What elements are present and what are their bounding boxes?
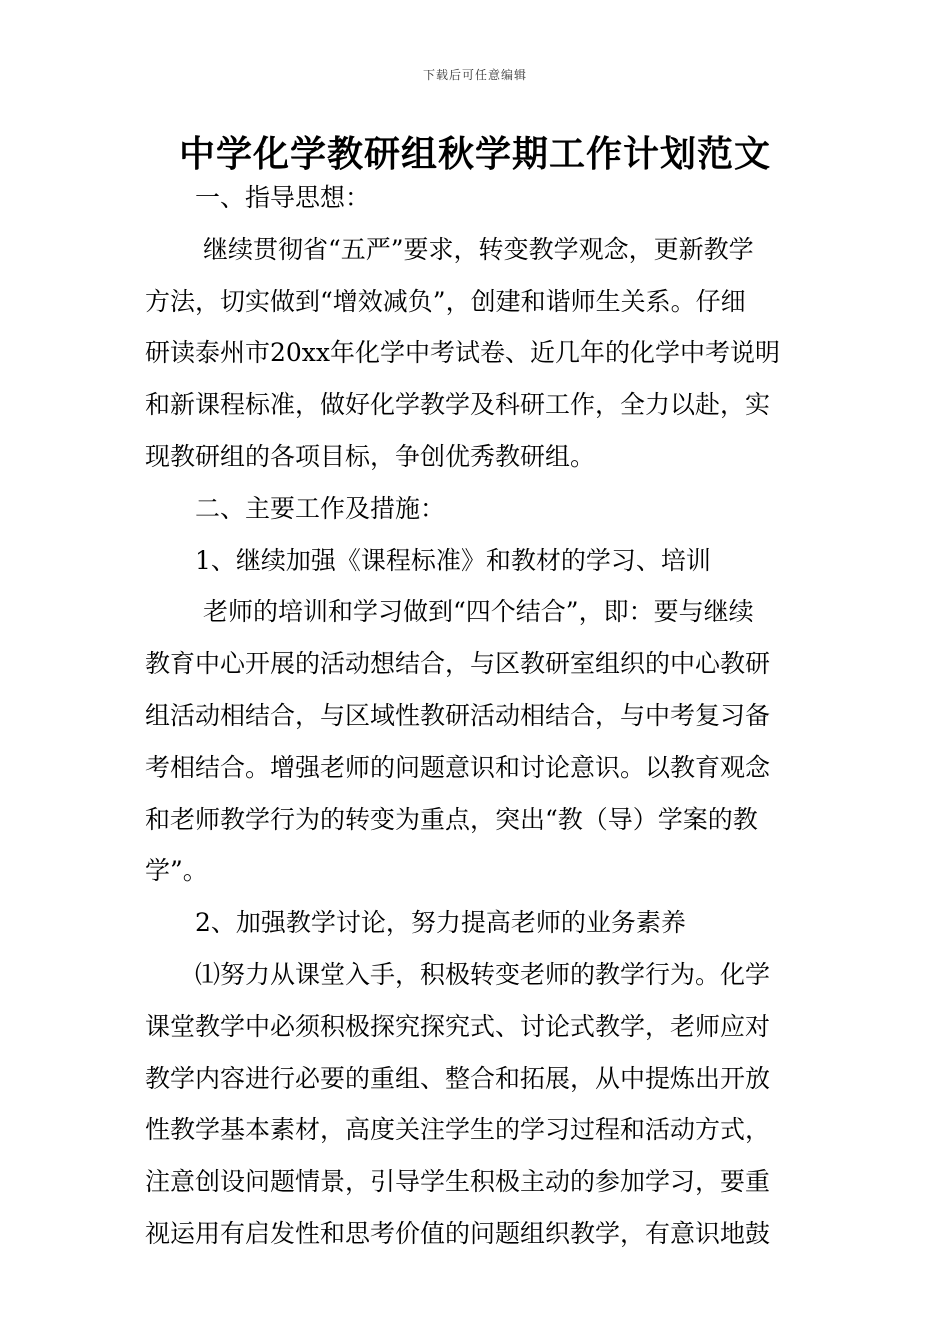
page-header-note: 下载后可任意编辑 xyxy=(422,68,527,82)
subsection-heading-1: 1、继续加强《课程标准》和教材的学习、培训 xyxy=(195,545,711,575)
paragraph-line: 学”。 xyxy=(145,856,208,886)
paragraph-line: 组活动相结合，与区域性教研活动相结合，与中考复习备 xyxy=(145,700,771,730)
paragraph-line: 研读泰州市20xx年化学中考试卷、近几年的化学中考说明 xyxy=(145,338,781,368)
paragraph-line: 老师的培训和学习做到“四个结合”，即：要与继续 xyxy=(203,597,754,627)
paragraph-line: 考相结合。增强老师的问题意识和讨论意识。以教育观念 xyxy=(145,752,771,782)
paragraph-line: ⑴努力从课堂入手，积极转变老师的教学行为。化学 xyxy=(195,959,771,989)
section-heading-main-work: 二、主要工作及措施： xyxy=(195,493,446,523)
section-heading-guiding-ideology: 一、指导思想： xyxy=(195,183,371,212)
subsection-heading-2: 2、加强教学讨论，努力提高老师的业务素养 xyxy=(195,908,686,938)
paragraph-line: 课堂教学中必须积极探究探究式、讨论式教学，老师应对 xyxy=(145,1011,771,1041)
paragraph-line: 现教研组的各项目标，争创优秀教研组。 xyxy=(145,441,596,471)
paragraph-line: 和老师教学行为的转变为重点，突出“教（导）学案的教 xyxy=(145,804,758,834)
paragraph-line: 方法，切实做到“增效减负”，创建和谐师生关系。仔细 xyxy=(145,286,746,316)
paragraph-line: 注意创设问题情景，引导学生积极主动的参加学习，要重 xyxy=(145,1167,771,1197)
paragraph-line: 性教学基本素材，高度关注学生的学习过程和活动方式， xyxy=(145,1115,771,1145)
document-title: 中学化学教研组秋学期工作计划范文 xyxy=(178,134,771,175)
paragraph-line: 视运用有启发性和思考价值的问题组织教学，有意识地鼓 xyxy=(145,1218,771,1248)
paragraph-line: 教学内容进行必要的重组、整合和拓展，从中提炼出开放 xyxy=(145,1063,771,1093)
paragraph-line: 继续贯彻省“五严”要求，转变教学观念，更新教学 xyxy=(203,234,754,264)
document-body xyxy=(145,172,809,1260)
paragraph-line: 教育中心开展的活动想结合，与区教研室组织的中心教研 xyxy=(145,649,771,679)
paragraph-line: 和新课程标准，做好化学教学及科研工作，全力以赴，实 xyxy=(145,390,771,420)
